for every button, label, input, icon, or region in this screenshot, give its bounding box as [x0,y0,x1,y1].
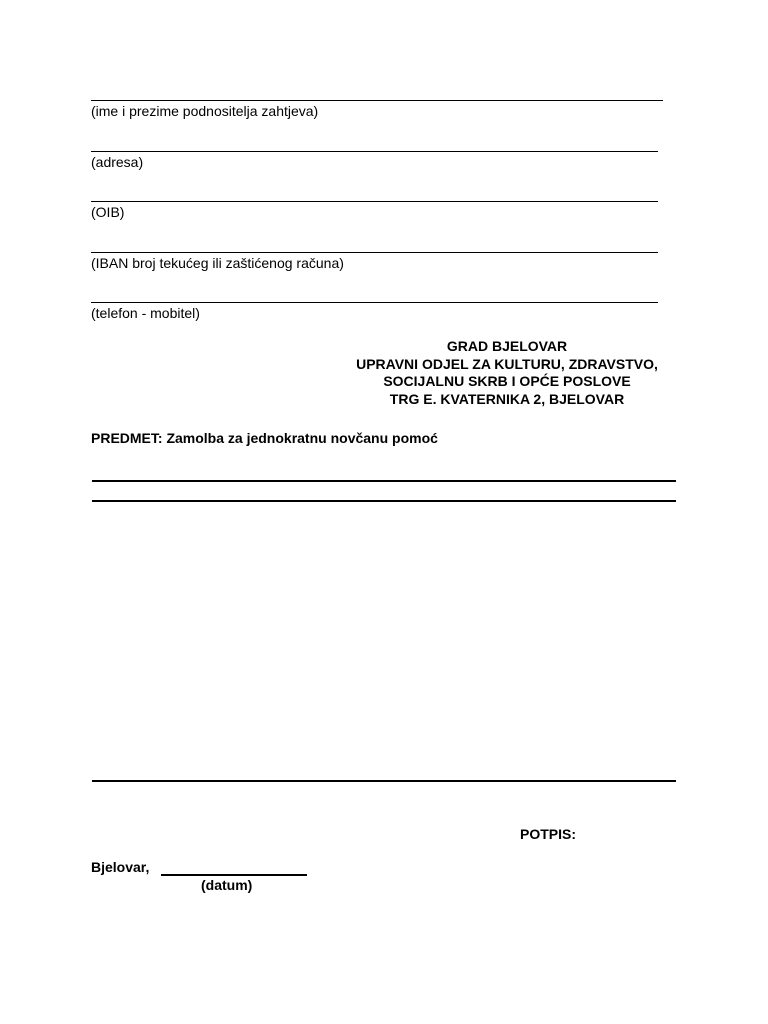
applicant-name-line[interactable] [91,100,663,101]
iban-label: (IBAN broj tekućeg ili zaštićenog računa) [91,255,344,271]
date-line[interactable] [161,874,307,876]
place-label: Bjelovar, [91,859,150,875]
oib-line[interactable] [91,201,658,202]
recipient-street: TRG E. KVATERNIKA 2, BJELOVAR [389,390,625,407]
phone-line[interactable] [91,302,658,303]
oib-label: (OIB) [91,204,125,220]
address-line[interactable] [91,151,658,152]
text-rule-3[interactable] [92,780,676,782]
text-rule-1[interactable] [92,480,676,482]
recipient-address-block [330,338,684,408]
phone-label: (telefon - mobitel) [91,305,200,321]
date-label: (datum) [201,877,253,893]
subject-line: PREDMET: Zamolba za jednokratnu novčanu pomoć [91,430,438,446]
recipient-city: GRAD BJELOVAR [446,338,568,354]
recipient-department-cont: SOCIJALNU SKRB I OPĆE POSLOVE [383,373,631,389]
applicant-name-label: (ime i prezime podnositelja zahtjeva) [91,103,319,119]
address-label: (adresa) [91,154,144,170]
recipient-department: UPRAVNI ODJEL ZA KULTURU, ZDRAVSTVO, [356,355,658,372]
signature-label: POTPIS: [520,826,577,842]
iban-line[interactable] [91,252,658,253]
text-rule-2[interactable] [92,500,676,502]
